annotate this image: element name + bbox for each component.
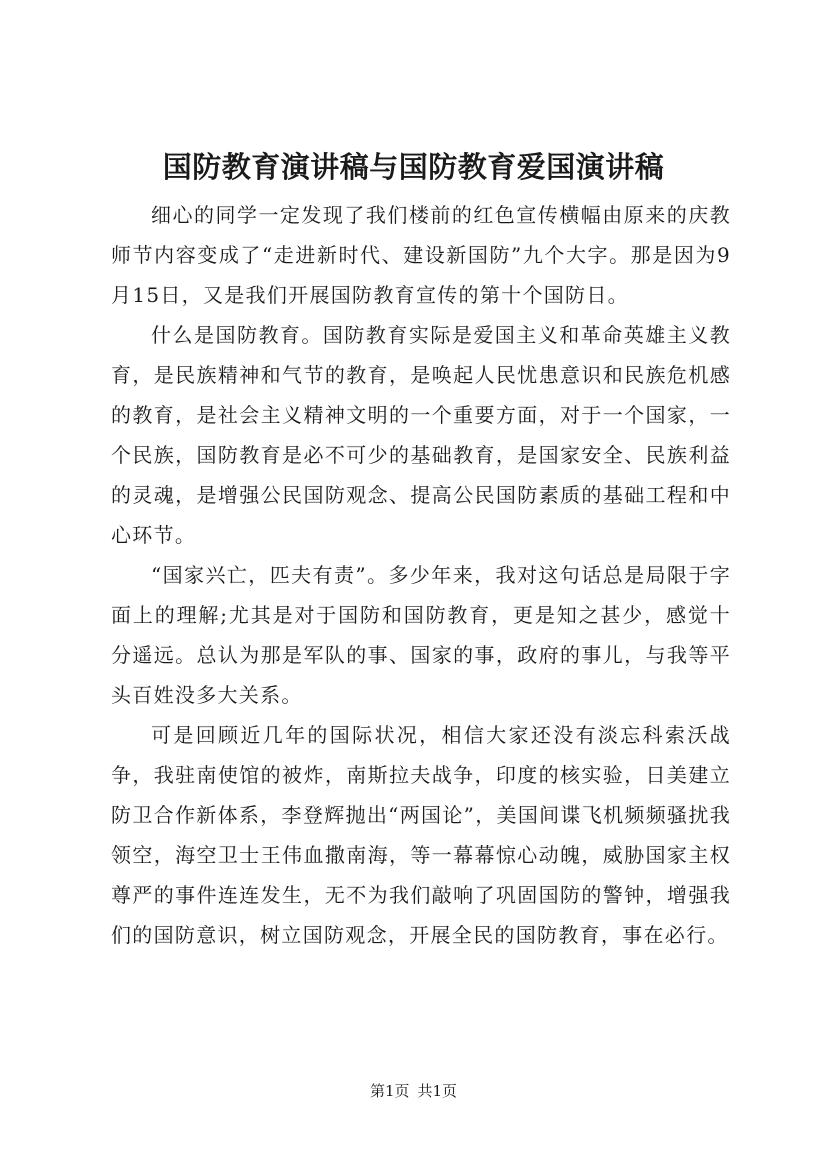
paragraph: 可是回顾近几年的国际状况，相信大家还没有淡忘科索沃战争，我驻南使馆的被炸，南斯拉夫战争，印度的核实验，日美建立防卫合作新体系，李登辉抛出“两国论”，美国间谍飞机频频骚扰我领空，海空卫士王伟血撒南海，等一幕幕惊心动魄，威胁国家主权尊严的事件连连发生，无不为我们敲响了巩固国防的警钟，增强我们的国防意识，树立国防观念，开展全民的国防教育，事在必行。 <box>111 723 731 947</box>
page-total-label: 共1页 <box>417 1082 458 1100</box>
page-number-label: 第1页 <box>369 1082 410 1100</box>
document-body <box>111 195 731 955</box>
paragraph: 什么是国防教育。国防教育实际是爱国主义和革命英雄主义教育，是民族精神和气节的教育，是唤起人民忧患意识和民族危机感的教育，是社会主义精神文明的一个重要方面，对于一个国家，一个民族，国防教育是必不可少的基础教育，是国家安全、民族利益的灵魂，是增强公民国防观念、提高公民国防素质的基础工程和中心环节。 <box>111 323 731 547</box>
page-footer <box>0 1081 827 1101</box>
paragraph: 细心的同学一定发现了我们楼前的红色宣传横幅由原来的庆教师节内容变成了“走进新时代、建设新国防”九个大字。那是因为9月15日，又是我们开展国防教育宣传的第十个国防日。 <box>111 203 731 307</box>
document-title: 国防教育演讲稿与国防教育爱国演讲稿 <box>162 150 665 184</box>
paragraph: “国家兴亡，匹夫有责”。多少年来，我对这句话总是局限于字面上的理解;尤其是对于国防和国防教育，更是知之甚少，感觉十分遥远。总认为那是军队的事、国家的事，政府的事儿，与我等平头百姓没多大关系。 <box>111 563 731 707</box>
